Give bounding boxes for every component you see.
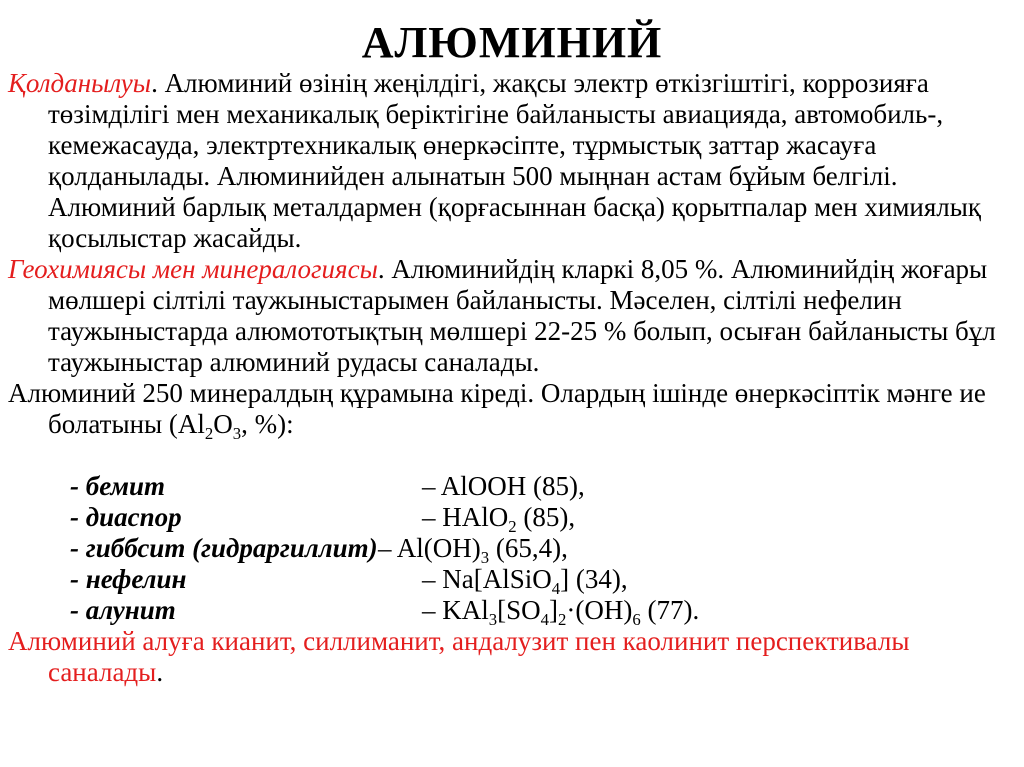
- formula-part: KAl: [442, 595, 489, 625]
- slide-title: АЛЮМИНИЙ: [361, 18, 663, 67]
- geochem-paragraph: [8, 254, 1018, 378]
- mineral-dash: –: [422, 564, 443, 594]
- usage-heading: Қолданылуы: [8, 68, 152, 98]
- mineral-dash: –: [378, 533, 397, 563]
- formula-part: ] (34),: [560, 564, 628, 594]
- formula-part: Al(OH): [396, 533, 481, 563]
- mineral-list: [8, 471, 1018, 629]
- formula-subscript: 4: [551, 578, 561, 598]
- mineral-row: [8, 595, 1018, 629]
- formula-part: Al: [177, 409, 205, 439]
- mineral-dash: –: [422, 502, 443, 532]
- mineral-row: [8, 564, 1018, 598]
- formula-part: [SO: [497, 595, 541, 625]
- formula-part: (85),: [516, 502, 576, 532]
- formula-subscript: 2: [204, 423, 214, 443]
- formula-subscript: 2: [558, 609, 567, 629]
- mineral-name: - алунит: [70, 595, 176, 625]
- usage-text: . Алюминий өзінің жеңілдігі, жақсы электр өткізгіштігі, коррозияға төзімділігі мен механикалық беріктігіне байланысты авиацияда, автомобиль-, кемежасауда, электртехникалық өнеркәсіпте, тұрмыстық заттар жасауға қолданылады. Алюминийден алынатын 500 мыңнан астам бұйым белгілі. Алюминий барлық металдармен (қорғасыннан басқа) қорытпалар мен химиялық қосылыстар жасайды.: [48, 68, 982, 253]
- formula-subscript: 3: [480, 547, 490, 567]
- formula-subscript: 3: [232, 423, 242, 443]
- mineral-formula: [422, 502, 576, 536]
- mineral-name: - нефелин: [70, 564, 187, 594]
- mineral-name: - бемит: [70, 471, 166, 501]
- alumina-formula: [177, 409, 242, 443]
- geochem-text: . Алюминийдің кларкі 8,05 %. Алюминийдің жоғары мөлшері сілтілі таужыныстарымен байланысты. Мәселен, сілтілі нефелин таужыныстарда алюмототықтың мөлшері 22-25 % болып, осыған байланысты бұл таужыныстар алюминий рудасы саналады.: [48, 254, 996, 377]
- formula-part: O: [213, 409, 233, 439]
- usage-paragraph: [8, 68, 1018, 254]
- formula-subscript: 2: [508, 516, 517, 536]
- formula-part: ·(OH): [566, 595, 633, 625]
- mineral-formula: [422, 471, 585, 502]
- mineral-row: [8, 471, 1018, 502]
- mineral-row: [8, 502, 1018, 536]
- mineral-dash: –: [422, 595, 443, 625]
- mineral-formula: [378, 533, 568, 567]
- formula-subscript: 4: [540, 609, 550, 629]
- formula-part: (77).: [640, 595, 700, 625]
- conclusion-end: .: [156, 657, 164, 687]
- formula-part: (65,4),: [489, 533, 568, 563]
- spacer: [8, 440, 1018, 471]
- conclusion-paragraph: [8, 626, 1018, 688]
- formula-part: Na[AlSiO: [442, 564, 552, 594]
- formula-subscript: 6: [632, 609, 641, 629]
- minerals-intro-text: Алюминий 250 минералдың құрамына кіреді. Олардың ішінде өнеркәсіптік мәнге ие болатыны (: [8, 378, 986, 439]
- formula-part: AlOOH (85),: [440, 471, 585, 501]
- slide-body: [8, 68, 1018, 688]
- minerals-intro-tail: , %):: [241, 409, 294, 439]
- minerals-intro-paragraph: [8, 378, 1018, 443]
- geochem-heading: Геохимиясы мен минералогиясы: [8, 254, 378, 284]
- mineral-row: [8, 533, 1018, 567]
- formula-part: ]: [549, 595, 559, 625]
- formula-part: HAlO: [442, 502, 509, 532]
- mineral-dash: –: [422, 471, 441, 501]
- mineral-name: - гиббсит (гидраргиллит): [70, 533, 378, 563]
- formula-subscript: 3: [488, 609, 498, 629]
- mineral-formula: [422, 595, 700, 629]
- conclusion-text: Алюминий алуға кианит, силлиманит, андалузит пен каолинит перспективалы саналады: [8, 626, 910, 687]
- mineral-formula: [422, 564, 628, 598]
- mineral-name: - диаспор: [70, 502, 182, 532]
